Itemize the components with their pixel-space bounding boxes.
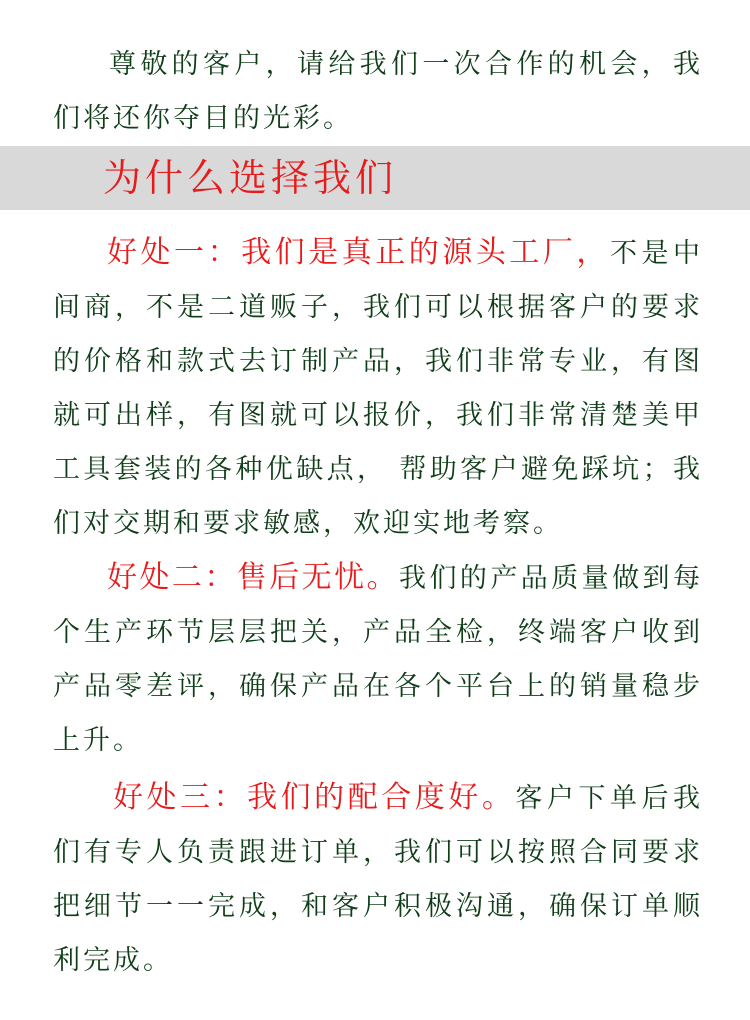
benefit-three-body: 客户下单后我们有专人负责跟进订单，我们可以按照合同要求把细节一一完成，和客户积极沟通，确保订单顺利完成。 xyxy=(53,783,704,976)
benefit-one-body: 不是中间商，不是二道贩子，我们可以根据客户的要求的价格和款式去订制产品，我们非常专业，有图就可出样，有图就可以报价，我们非常清楚美甲工具套装的各种优缺点， 帮助客户避免踩坑；我们对交期和要求敏感，欢迎实地考察。 xyxy=(53,238,704,539)
benefit-three-heading: 好处三：我们的配合度好。 xyxy=(113,780,516,815)
section-title: 为什么选择我们 xyxy=(103,156,398,200)
section-banner xyxy=(0,146,750,210)
benefit-two-body: 我们的产品质量做到每个生产环节层层把关，产品全检，终端客户收到产品零差评，确保产品在各个平台上的销量稳步上升。 xyxy=(53,563,703,756)
benefit-two-heading: 好处二：售后无忧。 xyxy=(107,560,399,595)
benefit-three-paragraph xyxy=(53,771,703,988)
benefit-one-paragraph xyxy=(53,226,703,551)
benefit-one-heading: 好处一：我们是真正的源头工厂， xyxy=(107,235,610,270)
intro-paragraph: 尊敬的客户，请给我们一次合作的机会，我们将还你夺目的光彩。 xyxy=(53,49,703,134)
benefit-two-paragraph xyxy=(53,551,703,768)
